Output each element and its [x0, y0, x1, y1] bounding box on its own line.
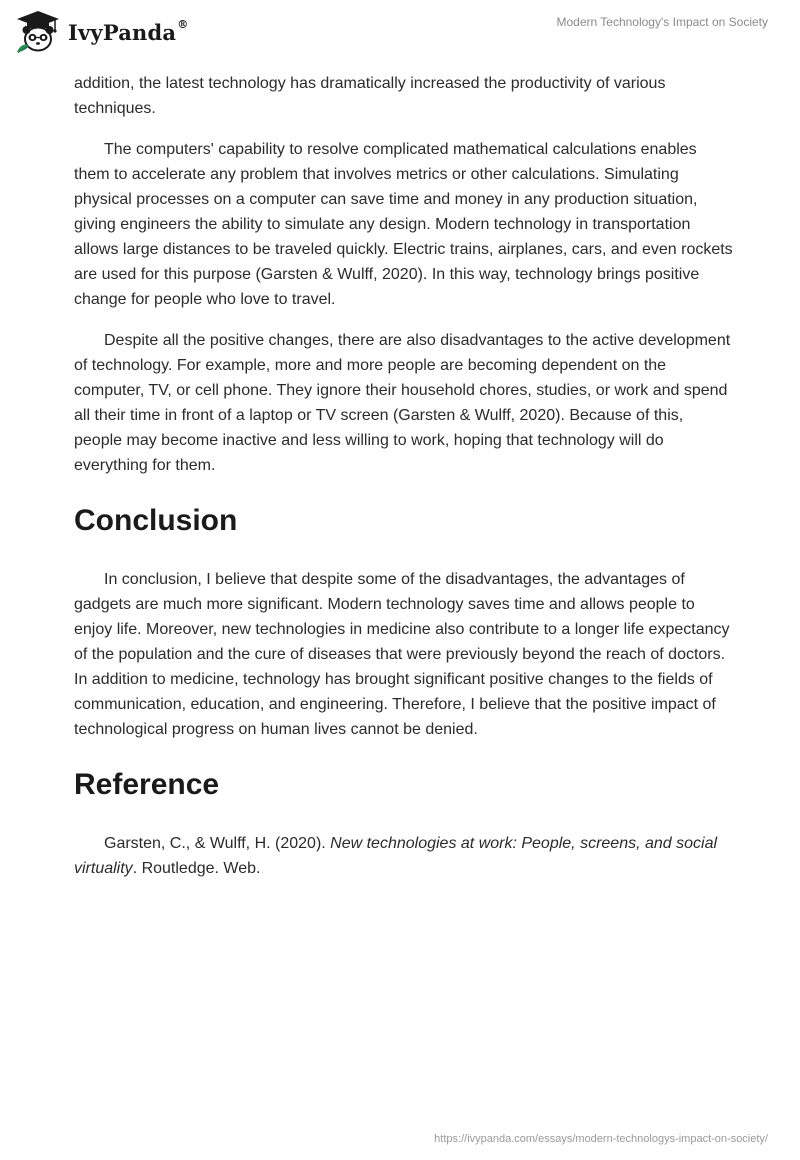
conclusion-heading: Conclusion — [74, 504, 238, 537]
paragraph-computers: The computers' capability to resolve complicated mathematical calculations enables them to accelerate any problem that involves metrics or other calculations. Simulating physical processes on a computer can save time and money in any production situation, giving engineers the ability to simulate any design. Modern technology in transportation allows large distances to be traveled quickly. Electric trains, airplanes, cars, and even rockets are used for this purpose (Garsten & Wulff, 2020). In this way, technology brings positive change for people who love to travel. — [74, 141, 733, 308]
reference-entry — [74, 831, 734, 881]
panda-graduate-icon — [14, 8, 62, 56]
paragraph-intro-continued: addition, the latest technology has dramatically increased the productivity of various techniques. — [74, 75, 666, 117]
document-title: Modern Technology's Impact on Society — [556, 15, 768, 29]
brand-name: IvyPanda® — [68, 17, 189, 45]
reference-authors: Garsten, C., & Wulff, H. (2020). — [104, 835, 331, 852]
reference-title: New technologies at work: People, screens, and social virtuality — [74, 835, 718, 877]
essay-content — [74, 71, 734, 897]
paragraph-disadvantages: Despite all the positive changes, there are also disadvantages to the active development of technology. For example, more and more people are becoming dependent on the computer, TV, or cell phone. They ignore their household chores, studies, or work and spend all their time in front of a laptop or TV screen (Garsten & Wulff, 2020). Because of this, people may become inactive and less willing to work, hoping that technology will do everything for them. — [74, 332, 731, 474]
ivypanda-logo[interactable] — [14, 8, 188, 56]
reference-heading: Reference — [74, 768, 220, 801]
reference-publisher: . Routledge. Web. — [132, 860, 261, 877]
paragraph-conclusion: In conclusion, I believe that despite some of the disadvantages, the advantages of gadgets are much more significant. Modern technology saves time and allows people to enjoy life. Moreover, new technologies in medicine also contribute to a longer life expectancy of the population and the cure of diseases that were previously beyond the reach of doctors. In addition to medicine, technology has brought significant positive changes to the fields of communication, education, and engineering. Therefore, I believe that the positive impact of technological progress on human lives cannot be denied. — [74, 571, 730, 738]
page-header — [0, 0, 800, 70]
registered-mark: ® — [177, 17, 189, 31]
footer-url-link[interactable]: https://ivypanda.com/essays/modern-technologys-impact-on-society/ — [434, 1133, 768, 1145]
